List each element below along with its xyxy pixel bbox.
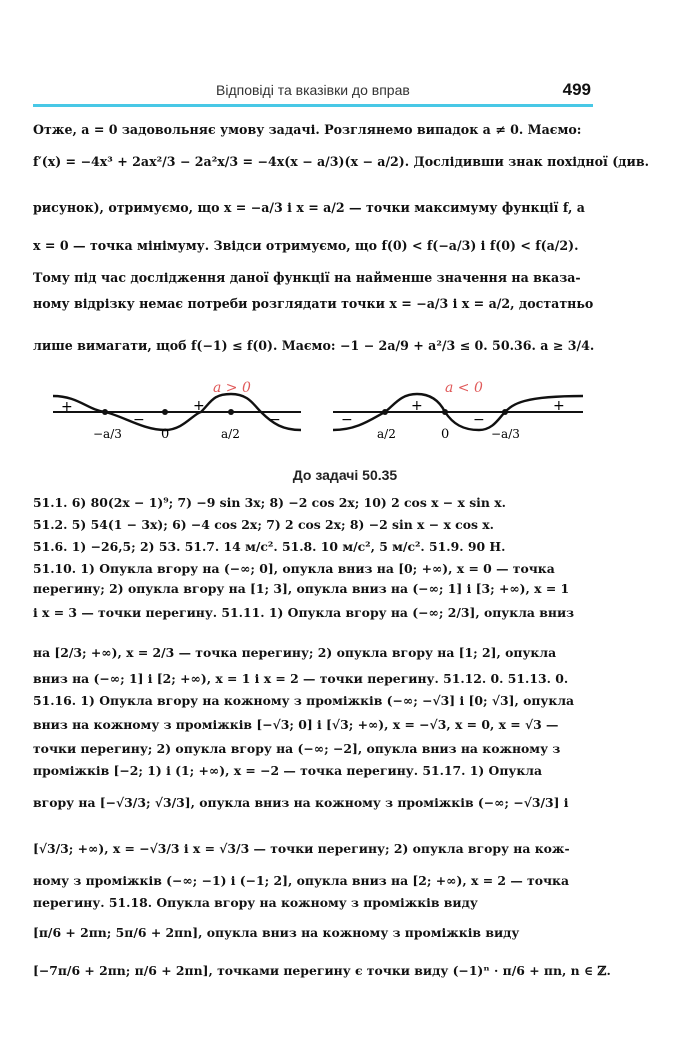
- text-line: 51.6. 1) −26,5; 2) 53. 51.7. 14 м/с². 51.8. 10 м/с², 5 м/с². 51.9. 90 Н.: [33, 539, 506, 554]
- text-line: 51.10. 1) Опукла вгору на (−∞; 0], опукла вниз на [0; +∞), x = 0 — точка: [33, 561, 555, 576]
- sign-label: −: [269, 412, 281, 428]
- tick-label: −a/3: [93, 427, 122, 441]
- critical-point: [382, 409, 388, 415]
- sign-diagram-svg: [33, 374, 593, 464]
- page-number: 499: [562, 80, 591, 99]
- text-line: [√3/3; +∞), x = −√3/3 і x = √3/3 — точки перегину; 2) опукла вгору на кож-: [33, 841, 570, 856]
- critical-point: [162, 409, 168, 415]
- sign-label: +: [553, 398, 565, 414]
- text-line: на [2/3; +∞), x = 2/3 — точка перегину; 2) опукла вгору на [1; 2], опукла: [33, 645, 557, 660]
- case-label: a < 0: [445, 380, 483, 396]
- sign-label: −: [473, 412, 485, 428]
- running-title: Відповіді та вказівки до вправ: [216, 82, 410, 98]
- text-line: вниз на кожному з проміжків [−√3; 0] і [√3; +∞), x = −√3, x = 0, x = √3 —: [33, 717, 559, 732]
- tick-label: −a/3: [491, 427, 520, 441]
- tick-label: 0: [161, 427, 170, 442]
- tick-label: 0: [441, 427, 450, 442]
- critical-point: [502, 409, 508, 415]
- text-line: 51.1. 6) 80(2x − 1)⁹; 7) −9 sin 3x; 8) −2 cos 2x; 10) 2 cos x − x sin x.: [33, 495, 506, 510]
- sign-label: −: [341, 412, 353, 428]
- text-line: Тому під час дослідження даної функції на найменше значення на вказа-: [33, 270, 581, 285]
- text-line: [−7π/6 + 2πn; π/6 + 2πn], точками перегину є точки виду (−1)ⁿ · π/6 + πn, n ∈ ℤ.: [33, 963, 611, 978]
- sign-label: +: [61, 399, 73, 415]
- text-line: і x = 3 — точки перегину. 51.11. 1) Опукла вгору на (−∞; 2/3], опукла вниз: [33, 605, 575, 620]
- answers-51-text: [33, 495, 611, 987]
- text-line: точки перегину; 2) опукла вгору на (−∞; −2], опукла вниз на кожному з: [33, 741, 561, 756]
- sign-label: +: [411, 398, 423, 414]
- text-line: f′(x) = −4x³ + 2ax²/3 − 2a²x/3 = −4x(x − a/3)(x − a/2). Дослідивши знак похідної (див.: [33, 154, 650, 169]
- diagram-a-positive: [53, 380, 301, 442]
- text-line: перегину; 2) опукла вгору на [1; 3], опукла вниз на (−∞; 1] і [3; +∞), x = 1: [33, 581, 570, 596]
- text-line: лише вимагати, щоб f(−1) ≤ f(0). Маємо: −1 − 2a/9 + a²/3 ≤ 0. 50.36. a ≥ 3/4.: [33, 338, 595, 353]
- text-line: ному відрізку немає потреби розглядати точки x = −a/3 і x = a/2, достатньо: [33, 296, 594, 311]
- sign-label: +: [193, 398, 205, 414]
- solution-50-35-text: [33, 122, 650, 364]
- diagram-a-negative: [333, 380, 583, 442]
- text-line: вниз на (−∞; 1] і [2; +∞), x = 1 і x = 2 — точки перегину. 51.12. 0. 51.13. 0.: [33, 671, 569, 686]
- critical-point: [228, 409, 234, 415]
- header-rule: [33, 104, 593, 107]
- text-line: проміжків [−2; 1) і (1; +∞), x = −2 — точка перегину. 51.17. 1) Опукла: [33, 763, 543, 778]
- text-line: 51.16. 1) Опукла вгору на кожному з проміжків (−∞; −√3] і [0; √3], опукла: [33, 693, 575, 708]
- text-line: x = 0 — точка мінімуму. Звідси отримуємо, що f(0) < f(−a/3) і f(0) < f(a/2).: [33, 238, 579, 253]
- critical-point: [442, 409, 448, 415]
- text-line: вгору на [−√3/3; √3/3], опукла вниз на кожному з проміжків (−∞; −√3/3] і: [33, 795, 569, 810]
- tick-label: a/2: [377, 427, 396, 441]
- sign-label: −: [133, 412, 145, 428]
- sign-diagrams: [33, 374, 593, 464]
- tick-label: a/2: [221, 427, 240, 441]
- page-header: [33, 78, 593, 106]
- text-line: Отже, a = 0 задовольняє умову задачі. Розглянемо випадок a ≠ 0. Маємо:: [33, 122, 582, 137]
- text-line: [π/6 + 2πn; 5π/6 + 2πn], опукла вниз на кожному з проміжків виду: [33, 925, 520, 940]
- case-label: a > 0: [213, 380, 251, 396]
- figure-caption: До задачі 50.35: [292, 467, 398, 483]
- text-line: ному з проміжків (−∞; −1) і (−1; 2], опукла вниз на [2; +∞), x = 2 — точка: [33, 873, 570, 888]
- text-line: перегину. 51.18. Опукла вгору на кожному з проміжків виду: [33, 895, 478, 910]
- critical-point: [102, 409, 108, 415]
- text-line: 51.2. 5) 54(1 − 3x); 6) −4 cos 2x; 7) 2 cos 2x; 8) −2 sin x − x cos x.: [33, 517, 494, 532]
- text-line: рисунок), отримуємо, що x = −a/3 і x = a/2 — точки максимуму функції f, а: [33, 200, 585, 215]
